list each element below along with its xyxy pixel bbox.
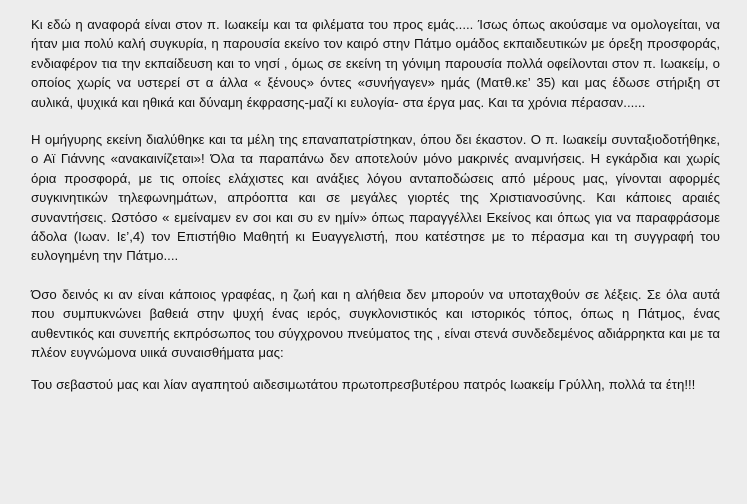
paragraph-4: Του σεβαστού μας και λίαν αγαπητού αιδεσιμωτάτου πρωτοπρεσβυτέρου πατρός Ιωακείμ Γρύλλη, πολλά τα έτη!!! [31,376,696,392]
paragraph-2: Η ομήγυρης εκείνη διαλύθηκε και τα μέλη της επαναπατρίστηκαν, όπου δει έκαστον. Ο π. Ιωακείμ συνταξιοδοτήθηκε, ο Αϊ Γιάννης «ανακαινίζεται»! Όλα τα παραπάνω δεν αποτελούν μόνο μακρινές αναμνήσεις. Η εγκάρδια και χωρίς όρια προσφορά, με τις οποίες ελάχιστες και ανάξιες λόγου ανταποδώσεις από μέρους μας, γίνονται αφορμές συγκινητικών τηλεφωνημάτων, απρόοπτα και σε μεγάλες γιορτές της Χριστιανοσύνης. Και κάποιες αραιές συναντήσεις. Ωστόσο « εμείναμεν εν σοι και συ εν ημίν» όπως παραγγέλλει Εκείνος και όπως για να παραφράσομε άδολα (Ιωαν. Ιε’,4) τον Επιστήθιο Μαθητή κι Ευαγγελιστή, που κατέστησε με το πέρασμα και τη συγγραφή του ευλογημένη την Πάτμο.... [31,132,720,264]
paragraph-1: Κι εδώ η αναφορά είναι στον π. Ιωακείμ και τα φιλέματα του προς εμάς..... Ίσως όπως ακούσαμε να ομολογείται, να ήταν μια πολύ καλή συγκυρία, η παρουσία εκείνο τον καιρό στην Πάτμο ομάδος εκπαιδευτικών με όρεξη προσφοράς, ενδιαφέρον τια την εκπαίδευση και το νησί , όμως σε εκείνη τη γόνιμη παρουσία πολλά οφείλονται στον π. Ιωακείμ, ο οποίος χωρίς να υστερεί στ α άλλα « ξένους» όντες «συνήγαγεν» ημάς (Ματθ.κε’ 35) και μας έδωσε στήριξη στ αυλικά, ψυχικά και ηθικά και δύναμη έκφρασης-μαζί κι ευλογία- στα έργα μας. Και τα χρόνια πέρασαν...... [31,17,720,110]
paragraph-3: Όσο δεινός κι αν είναι κάποιος γραφέας, η ζωή και η αλήθεια δεν μπορούν να υποταχθούν σε λέξεις. Σε όλα αυτά που συμπυκνώνει βαθειά στην ψυχή ένας ιερός, συγκλονιστικός και ιστορικός τόπος, όπως η Πάτμος, ένας αυθεντικός και συνεπής εκπρόσωπος του σύγχρονου πνεύματος της , είναι στενά συνδεδεμένος αδιάρρηκτα και με τα πλέον ευγνώμονα υιικά συναισθήματα μας: [31,286,720,361]
